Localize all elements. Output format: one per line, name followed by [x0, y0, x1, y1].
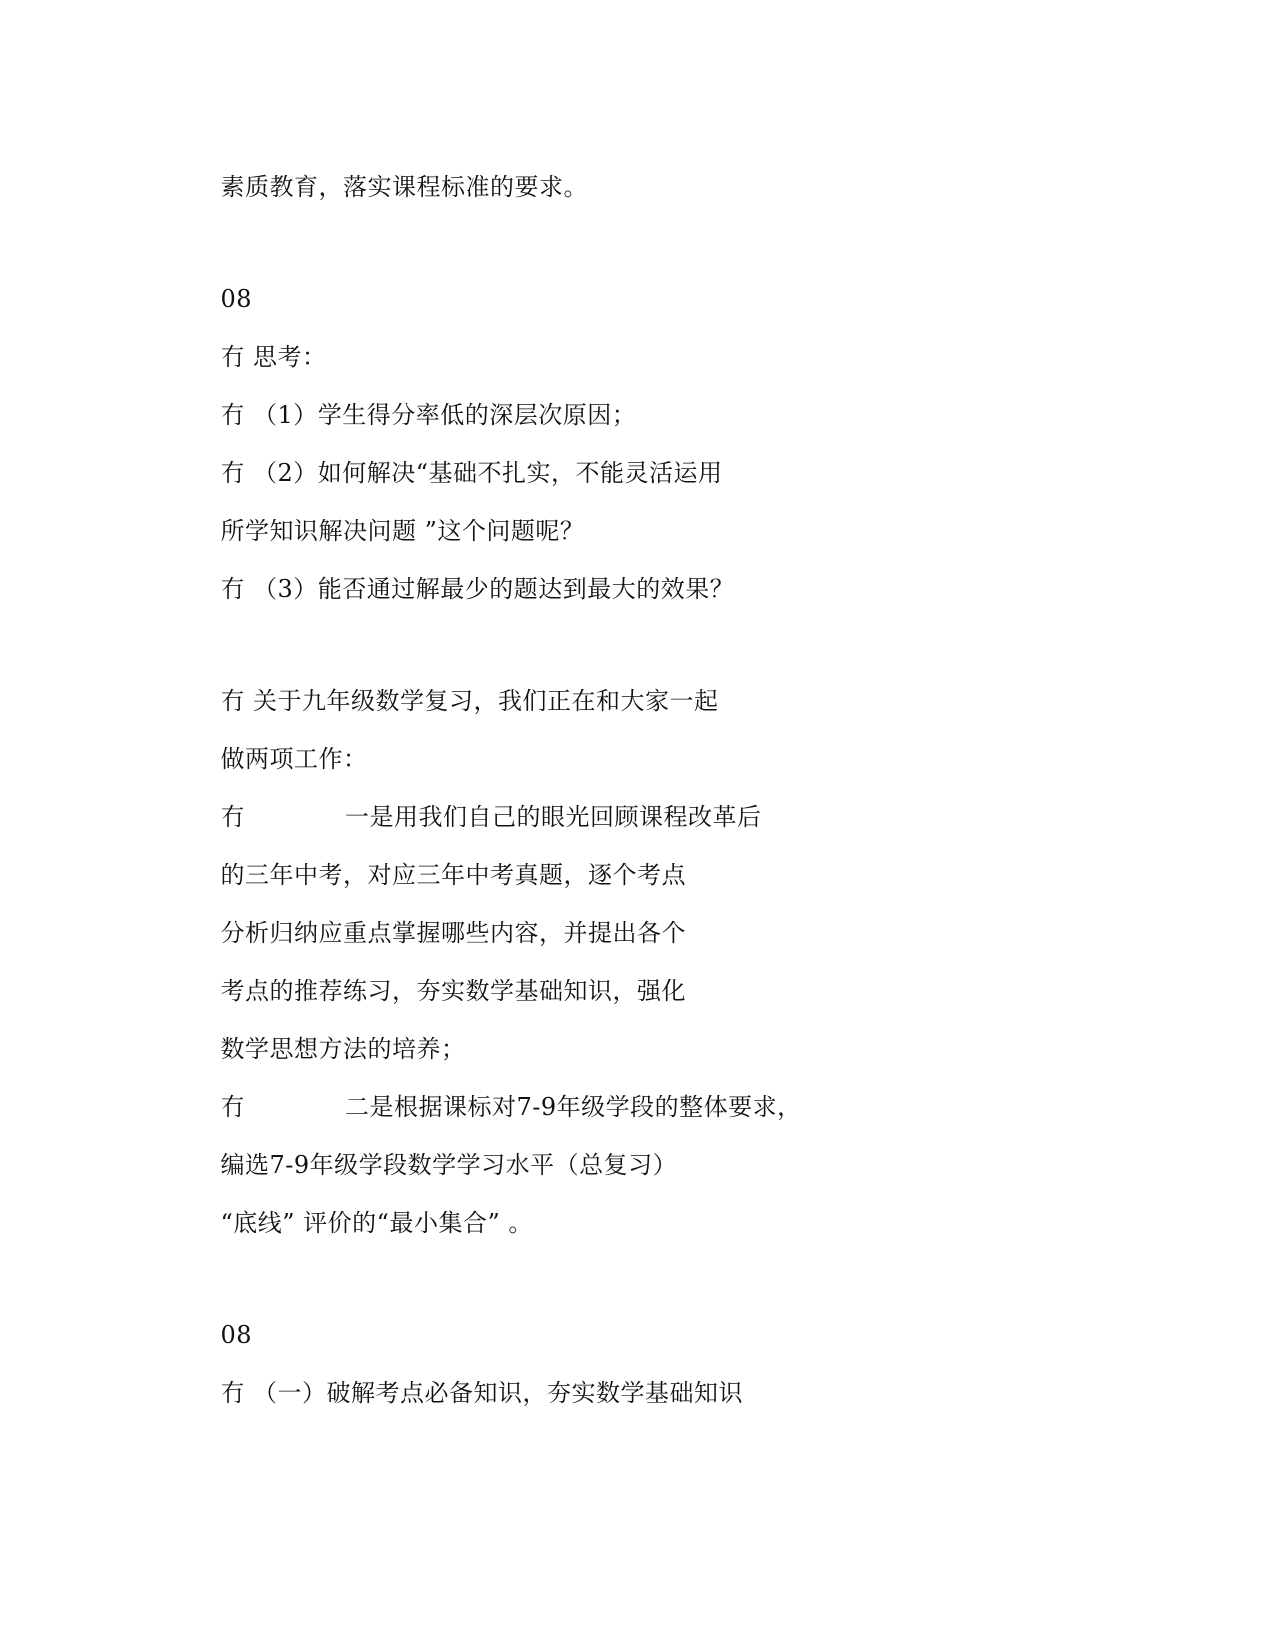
line-text: （1）学生得分率低的深层次原因； [253, 401, 637, 429]
line-text: 08 [220, 1321, 253, 1349]
line-text: 的三年中考，对应三年中考真题，逐个考点 [220, 861, 687, 889]
paragraph-line [188, 1178, 533, 1268]
line-text: 数学思想方法的培养； [220, 1035, 466, 1063]
line-text: 所学知识解决问题 ”这个问题呢？ [220, 517, 585, 545]
bullet-mark: 冇 [220, 687, 246, 715]
line-text: 编选7-9年级学段数学学习水平（总复习） [220, 1151, 678, 1179]
line-text: 做两项工作： [220, 745, 368, 773]
bullet-mark: 冇 [220, 575, 246, 603]
bullet-mark: 冇 [220, 1379, 246, 1407]
line-text: 考点的推荐练习，夯实数学基础知识，强化 [220, 977, 687, 1005]
line-text: （2）如何解决“基础不扎实，不能灵活运用 [253, 459, 723, 487]
bullet-mark: 冇 [220, 803, 246, 831]
bullet-line [188, 1348, 743, 1438]
line-text: 一是用我们自己的眼光回顾课程改革后 [345, 803, 762, 831]
bullet-mark: 冇 [220, 401, 246, 429]
bullet-mark: 冇 [220, 459, 246, 487]
line-text: “底线” 评价的“最小集合” 。 [220, 1209, 533, 1237]
line-text: 分析归纳应重点掌握哪些内容，并提出各个 [220, 919, 687, 947]
line-text: 08 [220, 285, 253, 313]
bullet-mark: 冇 [220, 1093, 246, 1121]
line-text: 素质教育，落实课程标准的要求。 [220, 173, 589, 201]
line-text: （3）能否通过解最少的题达到最大的效果？ [253, 575, 735, 603]
line-text: 思考： [253, 343, 327, 371]
line-text: （一）破解考点必备知识，夯实数学基础知识 [253, 1379, 744, 1407]
bullet-mark: 冇 [220, 343, 246, 371]
line-text: 关于九年级数学复习，我们正在和大家一起 [253, 687, 719, 715]
paragraph-line [188, 142, 588, 232]
bullet-line [188, 544, 734, 634]
line-text: 二是根据课标对7-9年级学段的整体要求， [345, 1093, 802, 1121]
